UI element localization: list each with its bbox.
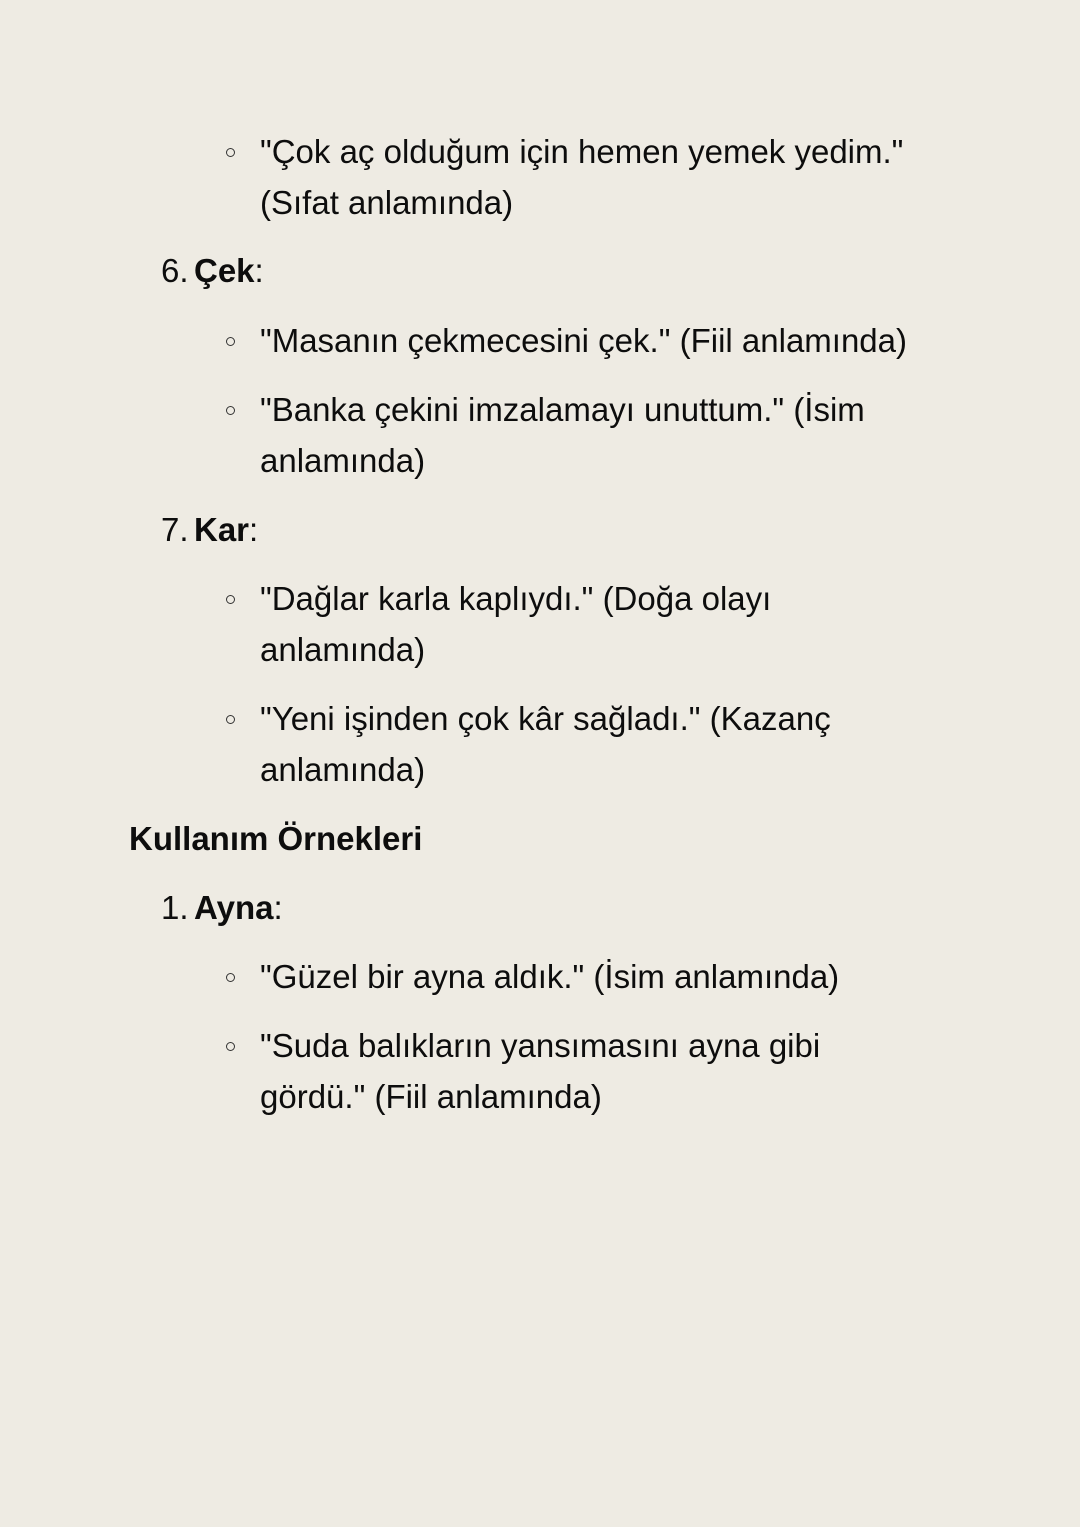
bullet-item bbox=[226, 693, 880, 795]
item-number: 6. bbox=[161, 252, 189, 289]
hollow-bullet-icon bbox=[226, 384, 260, 486]
item-colon: : bbox=[273, 889, 283, 926]
numbered-item-cek bbox=[161, 245, 264, 296]
bullet-text: "Çok aç olduğum için hemen yemek yedim." (Sıfat anlamında) bbox=[260, 133, 904, 221]
bullet-item bbox=[226, 315, 960, 366]
hollow-bullet-icon bbox=[226, 951, 260, 1002]
hollow-bullet-icon bbox=[226, 693, 260, 795]
hollow-bullet-icon bbox=[226, 126, 260, 228]
bullet-text: "Güzel bir ayna aldık." (İsim anlamında) bbox=[260, 958, 840, 995]
bullet-item bbox=[226, 384, 920, 486]
hollow-bullet-icon bbox=[226, 315, 260, 366]
bullet-text: "Dağlar karla kaplıydı." (Doğa olayı anlamında) bbox=[260, 580, 772, 668]
bullet-item bbox=[226, 573, 820, 675]
section-heading: Kullanım Örnekleri bbox=[129, 820, 423, 857]
bullet-text: "Yeni işinden çok kâr sağladı." (Kazanç anlamında) bbox=[260, 700, 831, 788]
bullet-item bbox=[226, 951, 980, 1002]
item-term: Çek bbox=[194, 252, 255, 289]
bullet-item bbox=[226, 126, 960, 228]
bullet-text: "Banka çekini imzalamayı unuttum." (İsim anlamında) bbox=[260, 391, 865, 479]
bullet-item bbox=[226, 1020, 880, 1122]
bullet-text: "Suda balıkların yansımasını ayna gibi gördü." (Fiil anlamında) bbox=[260, 1027, 821, 1115]
item-number: 1. bbox=[161, 889, 189, 926]
numbered-item-kar bbox=[161, 504, 258, 555]
item-term: Ayna bbox=[194, 889, 274, 926]
numbered-item-ayna bbox=[161, 882, 283, 933]
item-colon: : bbox=[249, 511, 259, 548]
item-number: 7. bbox=[161, 511, 189, 548]
item-colon: : bbox=[254, 252, 264, 289]
bullet-text: "Masanın çekmecesini çek." (Fiil anlamında) bbox=[260, 322, 907, 359]
hollow-bullet-icon bbox=[226, 573, 260, 675]
hollow-bullet-icon bbox=[226, 1020, 260, 1122]
item-term: Kar bbox=[194, 511, 250, 548]
